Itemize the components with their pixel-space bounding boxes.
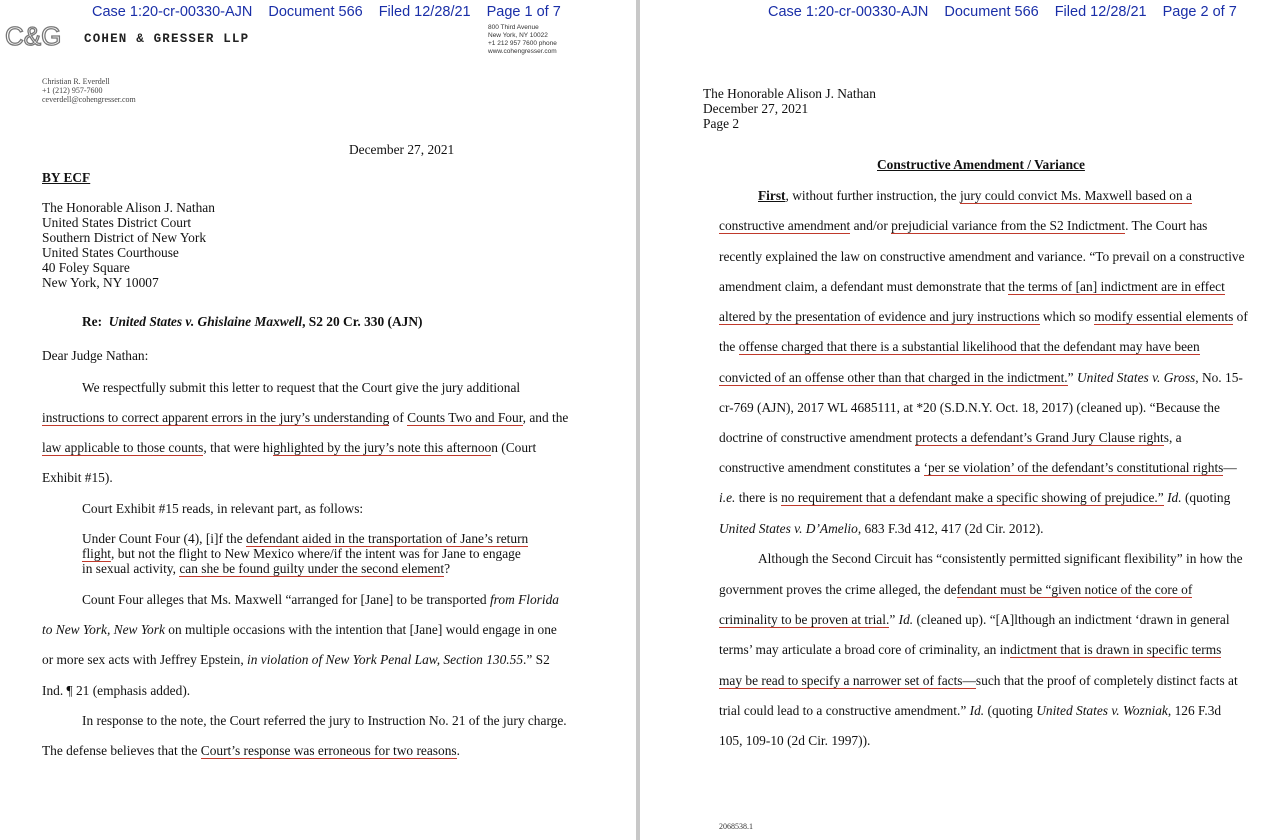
- ecf-header-stamp: [768, 4, 1253, 20]
- firm-logo: [5, 21, 62, 55]
- document-number: Document 566: [944, 4, 1039, 20]
- document-number: Document 566: [268, 4, 363, 20]
- letter-date: December 27, 2021: [349, 142, 455, 157]
- paragraph-2: Court Exhibit #15 reads, in relevant part, as follows:: [82, 501, 364, 516]
- svg-text:C&G: C&G: [5, 21, 62, 51]
- cg-logo-icon: [5, 21, 62, 51]
- firm-address: 800 Third Avenue New York, NY 10022 +1 212 957 7600 phone www.cohengresser.com: [488, 24, 557, 55]
- document-page-2: Case 1:20-cr-00330-AJN Document 566 Filed 12/28/21 Page 2 of 7 The Honorable Alison J. Nathan December 27, 2021 Page 2 Constructive Amendment / Variance First, without further instruction, the jury could convict Ms. Maxwell based on a constructive amendment and/or prejudicial variance from the S2 Indictment. The Court has recently explained the law on constructive amendment and variance. “To prevail on a constructive amendment claim, a defendant must demonstrate that the terms of [an] indictment are in effect altered by the presentation of evidence and jury instructions which so modify essential elements of the offense charged that there is a substantial likelihood that the defendant may have been convicted of an offense other than that charged in the indictment.” United States v. Gross, No. 15- cr-769 (AJN), 2017 WL 4685111, at *20 (S.D.N.Y. Oct. 18, 2017) (cleaned up). “Because the doctrine of constructive amendment protects a defendant’s Grand Jury Clause rights, a constructive amendment constitutes a ‘per se violation’ of the defendant’s constitutional rights— i.e. there is no requirement that a defendant make a specific showing of prejudice.” Id. (quoting United States v. D’Amelio, 683 F.3d 412, 417 (2d Cir. 2012). Although the Second Circuit has “consistently permitted significant flexibility” in how the government proves the crime alleged, the defendant must be “given notice of the core of criminality to be proven at trial.” Id. (cleaned up). “[A]lthough an indictment ‘drawn in general terms’ may articulate a broad core of criminality, an indictment that is drawn in specific terms may be read to specify a narrower set of facts—such that the proof of completely distinct facts at trial could lead to a constructive amendment.” Id. (quoting United States v. Wozniak, 126 F.3d 105, 109-10 (2d Cir. 1997)). 2068538.1: [640, 0, 1280, 840]
- page-number: Page 1 of 7: [486, 4, 561, 20]
- addressee-block: The Honorable Alison J. Nathan United States District Court Southern District of New York United States Courthouse 40 Foley Square New York, NY 10007: [42, 200, 215, 290]
- case-number: Case 1:20-cr-00330-AJN: [768, 4, 929, 20]
- delivery-method: BY ECF: [42, 170, 91, 185]
- section-heading: Constructive Amendment / Variance: [877, 157, 1085, 172]
- page-number: Page 2 of 7: [1162, 4, 1237, 20]
- document-page-1: Case 1:20-cr-00330-AJN Document 566 Filed 12/28/21 Page 1 of 7 C&G COHEN & GRESSER LLP 800 Third Avenue New York, NY 10022 +1 212 957 7600 phone www.cohengresser.com Christian R. Everdell +1 (212) 957-7600 ceverdell@cohengresser.com December 27, 2021 BY ECF The Honorable Alison J. Nathan United States District Court Southern District of New York United States Courthouse 40 Foley Square New York, NY 10007 Re: United States v. Ghislaine Maxwell, S2 20 Cr. 330 (AJN) Dear Judge Nathan: We respectfully submit this letter to request that the Court give the jury additional instructions to correct apparent errors in the jury’s understanding of Counts Two and Four, and the law applicable to those counts, that were highlighted by the jury’s note this afternoon (Court Exhibit #15). Court Exhibit #15 reads, in relevant part, as follows: Under Count Four (4), [i]f the defendant aided in the transportation of Jane’s return flight, but not the flight to New Mexico where/if the intent was for Jane to engage in sexual activity, can she be found guilty under the second element? Count Four alleges that Ms. Maxwell “arranged for [Jane] to be transported from Florida to New York, New York on multiple occasions with the intention that [Jane] would engage in one or more sex acts with Jeffrey Epstein, in violation of New York Penal Law, Section 130.55.” S2 Ind. ¶ 21 (emphasis added). In response to the note, the Court referred the jury to Instruction No. 21 of the jury charge. The defense believes that the Court’s response was erroneous for two reasons.: [0, 0, 636, 840]
- filed-date: Filed 12/28/21: [1054, 4, 1147, 20]
- filed-date: Filed 12/28/21: [378, 4, 471, 20]
- sender-block: Christian R. Everdell +1 (212) 957-7600 ceverdell@cohengresser.com: [42, 77, 136, 104]
- re-line: Re: United States v. Ghislaine Maxwell, S2 20 Cr. 330 (AJN): [82, 314, 423, 329]
- firm-name: COHEN & GRESSER LLP: [84, 32, 250, 46]
- running-head: The Honorable Alison J. Nathan December 27, 2021 Page 2: [703, 86, 876, 131]
- case-number: Case 1:20-cr-00330-AJN: [92, 4, 253, 20]
- document-id-footer: 2068538.1: [719, 822, 753, 831]
- salutation: Dear Judge Nathan:: [42, 348, 149, 363]
- ecf-header-stamp: [92, 4, 577, 20]
